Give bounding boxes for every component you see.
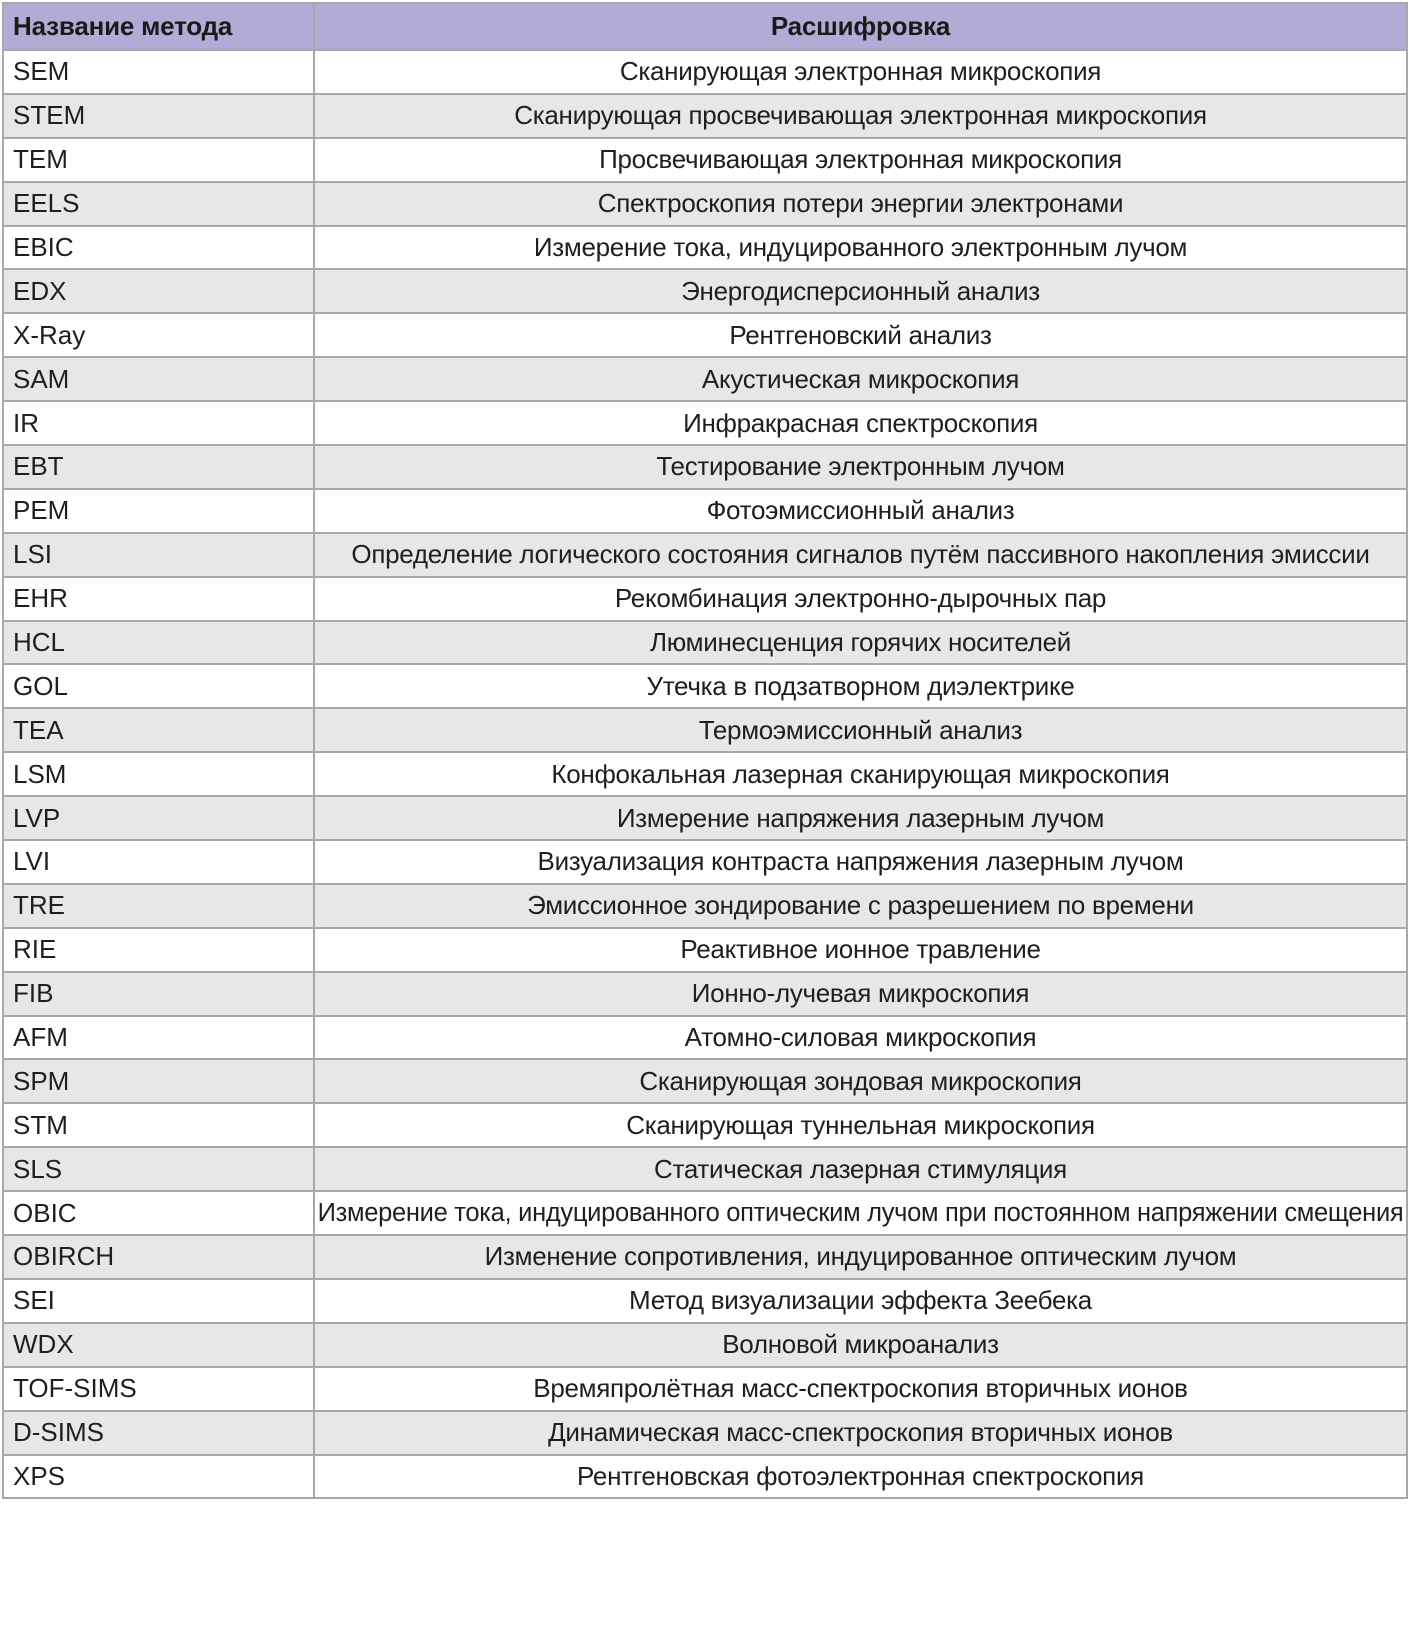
method-description: Фотоэмиссионный анализ xyxy=(314,489,1407,533)
method-abbreviation: LVP xyxy=(3,796,314,840)
header-row xyxy=(3,3,1407,50)
method-abbreviation: GOL xyxy=(3,664,314,708)
method-description: Атомно-силовая микроскопия xyxy=(314,1016,1407,1060)
method-abbreviation: AFM xyxy=(3,1016,314,1060)
table-row xyxy=(3,577,1407,621)
method-abbreviation: SEM xyxy=(3,50,314,94)
table-row xyxy=(3,708,1407,752)
table-row xyxy=(3,1059,1407,1103)
table-row xyxy=(3,401,1407,445)
method-description: Сканирующая просвечивающая электронная микроскопия xyxy=(314,94,1407,138)
method-description: Метод визуализации эффекта Зеебека xyxy=(314,1279,1407,1323)
method-description: Волновой микроанализ xyxy=(314,1323,1407,1367)
table-row xyxy=(3,1147,1407,1191)
method-description: Сканирующая туннельная микроскопия xyxy=(314,1103,1407,1147)
method-abbreviation: SEI xyxy=(3,1279,314,1323)
table-row xyxy=(3,1235,1407,1279)
method-abbreviation: WDX xyxy=(3,1323,314,1367)
header-method-name: Название метода xyxy=(3,3,314,50)
method-description: Измерение напряжения лазерным лучом xyxy=(314,796,1407,840)
method-description: Сканирующая электронная микроскопия xyxy=(314,50,1407,94)
table-row xyxy=(3,1103,1407,1147)
method-abbreviation: TEM xyxy=(3,138,314,182)
method-abbreviation: HCL xyxy=(3,621,314,665)
method-description: Времяпролётная масс-спектроскопия вторичных ионов xyxy=(314,1367,1407,1411)
method-abbreviation: TOF-SIMS xyxy=(3,1367,314,1411)
methods-table-container xyxy=(2,2,1406,1499)
table-row xyxy=(3,489,1407,533)
table-row xyxy=(3,1016,1407,1060)
method-description: Визуализация контраста напряжения лазерным лучом xyxy=(314,840,1407,884)
table-row xyxy=(3,621,1407,665)
table-row xyxy=(3,269,1407,313)
table-row xyxy=(3,752,1407,796)
method-abbreviation: RIE xyxy=(3,928,314,972)
method-description: Акустическая микроскопия xyxy=(314,357,1407,401)
table-row xyxy=(3,226,1407,270)
table-row xyxy=(3,1367,1407,1411)
method-abbreviation: XPS xyxy=(3,1455,314,1499)
method-abbreviation: EBT xyxy=(3,445,314,489)
method-description: Термоэмиссионный анализ xyxy=(314,708,1407,752)
method-description: Определение логического состояния сигналов путём пассивного накопления эмиссии xyxy=(314,533,1407,577)
method-abbreviation: LSM xyxy=(3,752,314,796)
table-row xyxy=(3,796,1407,840)
method-description: Изменение сопротивления, индуцированное оптическим лучом xyxy=(314,1235,1407,1279)
method-abbreviation: LSI xyxy=(3,533,314,577)
method-description: Рекомбинация электронно-дырочных пар xyxy=(314,577,1407,621)
method-abbreviation: EBIC xyxy=(3,226,314,270)
table-row xyxy=(3,50,1407,94)
method-description: Статическая лазерная стимуляция xyxy=(314,1147,1407,1191)
table-row xyxy=(3,94,1407,138)
methods-table xyxy=(2,2,1408,1499)
method-description: Ионно-лучевая микроскопия xyxy=(314,972,1407,1016)
method-description: Рентгеновский анализ xyxy=(314,313,1407,357)
method-abbreviation: X-Ray xyxy=(3,313,314,357)
method-abbreviation: OBIC xyxy=(3,1191,314,1235)
method-abbreviation: LVI xyxy=(3,840,314,884)
method-abbreviation: EHR xyxy=(3,577,314,621)
table-row xyxy=(3,1455,1407,1499)
method-abbreviation: SPM xyxy=(3,1059,314,1103)
table-row xyxy=(3,664,1407,708)
table-header xyxy=(3,3,1407,50)
table-row xyxy=(3,1411,1407,1455)
table-row xyxy=(3,972,1407,1016)
method-description: Тестирование электронным лучом xyxy=(314,445,1407,489)
table-row xyxy=(3,1323,1407,1367)
method-description: Сканирующая зондовая микроскопия xyxy=(314,1059,1407,1103)
method-abbreviation: EDX xyxy=(3,269,314,313)
table-row xyxy=(3,840,1407,884)
method-description: Реактивное ионное травление xyxy=(314,928,1407,972)
table-row xyxy=(3,1279,1407,1323)
method-abbreviation: EELS xyxy=(3,182,314,226)
method-description: Динамическая масс-спектроскопия вторичных ионов xyxy=(314,1411,1407,1455)
method-description: Люминесценция горячих носителей xyxy=(314,621,1407,665)
method-description: Инфракрасная спектроскопия xyxy=(314,401,1407,445)
method-description: Спектроскопия потери энергии электронами xyxy=(314,182,1407,226)
method-abbreviation: STEM xyxy=(3,94,314,138)
method-description: Рентгеновская фотоэлектронная спектроскопия xyxy=(314,1455,1407,1499)
method-abbreviation: SLS xyxy=(3,1147,314,1191)
method-description: Энергодисперсионный анализ xyxy=(314,269,1407,313)
method-description: Утечка в подзатворном диэлектрике xyxy=(314,664,1407,708)
method-abbreviation: IR xyxy=(3,401,314,445)
method-abbreviation: OBIRCH xyxy=(3,1235,314,1279)
table-row xyxy=(3,1191,1407,1235)
method-abbreviation: D-SIMS xyxy=(3,1411,314,1455)
table-row xyxy=(3,928,1407,972)
method-description: Эмиссионное зондирование с разрешением по времени xyxy=(314,884,1407,928)
method-abbreviation: SAM xyxy=(3,357,314,401)
table-row xyxy=(3,357,1407,401)
method-abbreviation: TEA xyxy=(3,708,314,752)
header-description: Расшифровка xyxy=(314,3,1407,50)
method-abbreviation: TRE xyxy=(3,884,314,928)
table-row xyxy=(3,533,1407,577)
method-abbreviation: FIB xyxy=(3,972,314,1016)
table-row xyxy=(3,884,1407,928)
table-row xyxy=(3,182,1407,226)
method-description: Конфокальная лазерная сканирующая микроскопия xyxy=(314,752,1407,796)
table-body xyxy=(3,50,1407,1498)
table-row xyxy=(3,138,1407,182)
method-abbreviation: PEM xyxy=(3,489,314,533)
table-row xyxy=(3,313,1407,357)
method-abbreviation: STM xyxy=(3,1103,314,1147)
method-description: Измерение тока, индуцированного электронным лучом xyxy=(314,226,1407,270)
table-row xyxy=(3,445,1407,489)
method-description: Просвечивающая электронная микроскопия xyxy=(314,138,1407,182)
method-description: Измерение тока, индуцированного оптическим лучом при постоянном напряжении смещения xyxy=(314,1191,1407,1235)
